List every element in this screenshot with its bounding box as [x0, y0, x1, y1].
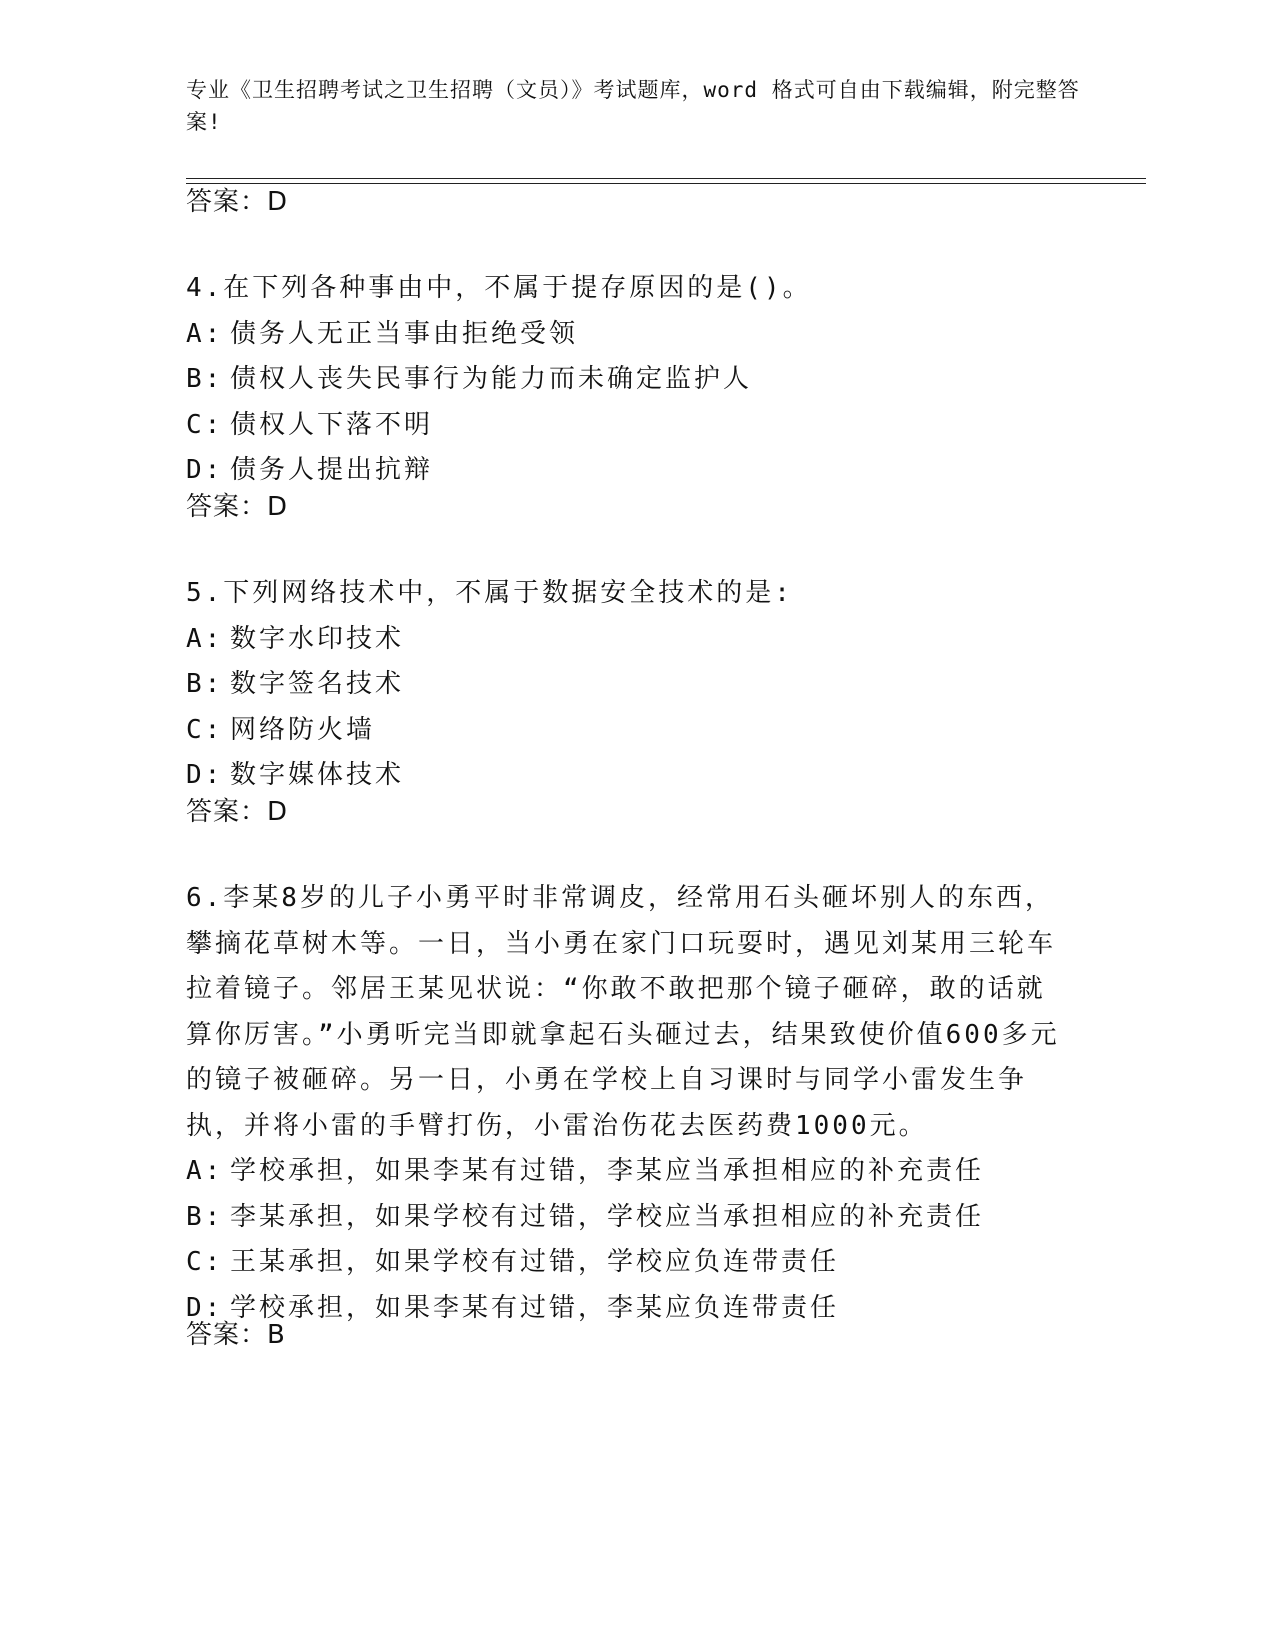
- option-text: 网络防火墙: [230, 714, 376, 745]
- option-text: 王某承担，如果学校有过错，学校应负连带责任: [230, 1247, 840, 1277]
- answer-line: 答案：D: [186, 492, 289, 522]
- answer-line: 答案：D: [186, 797, 289, 827]
- header-divider-bottom: [186, 183, 1146, 184]
- option-text: 债权人丧失民事行为能力而未确定监护人: [230, 364, 753, 394]
- option-text: 李某承担，如果学校有过错，学校应当承担相应的补充责任: [230, 1201, 985, 1232]
- option-c: [186, 708, 1066, 754]
- option-a: [186, 617, 1066, 663]
- option-c: [186, 403, 1066, 449]
- option-text: 债务人无正当事由拒绝受领: [230, 318, 579, 349]
- option-b: [186, 662, 1066, 708]
- option-letter: A:: [186, 318, 224, 349]
- option-letter: C:: [186, 409, 224, 440]
- document-header: 专业《卫生招聘考试之卫生招聘（文员）》考试题库，word 格式可自由下载编辑，附完整答案!: [186, 78, 1080, 134]
- option-d: [186, 1286, 1066, 1332]
- option-b: [186, 357, 1066, 403]
- option-letter: A:: [186, 1156, 224, 1186]
- option-letter: C:: [186, 714, 224, 745]
- answer-line: 答案：D: [186, 187, 289, 217]
- option-a: [186, 1149, 1066, 1195]
- question-block: [186, 266, 1066, 494]
- option-b: [186, 1195, 1066, 1241]
- answer-line: 答案：B: [186, 1320, 286, 1350]
- option-text: 学校承担，如果李某有过错，李某应当承担相应的补充责任: [230, 1156, 985, 1186]
- option-letter: D:: [186, 760, 224, 790]
- option-a: [186, 312, 1066, 358]
- option-letter: C:: [186, 1247, 224, 1277]
- option-text: 数字水印技术: [230, 623, 405, 654]
- option-letter: D:: [186, 1292, 224, 1323]
- option-d: [186, 448, 1066, 494]
- question-stem: 6.李某8岁的儿子小勇平时非常调皮，经常用石头砸坏别人的东西，攀摘花草树木等。一日，当小勇在家门口玩耍时，遇见刘某用三轮车拉着镜子。邻居王某见状说：“你敢不敢把那个镜子砸碎，敢的话就算你厉害。”小勇听完当即就拿起石头砸过去，结果致使价值600多元的镜子被砸碎。另一日，小勇在学校上自习课时与同学小雷发生争执，并将小雷的手臂打伤，小雷治伤花去医药费1000元。: [186, 883, 1060, 1141]
- question-stem: 5.下列网络技术中，不属于数据安全技术的是:: [186, 578, 793, 608]
- question-block: [186, 571, 1066, 799]
- option-text: 学校承担，如果李某有过错，李某应负连带责任: [230, 1292, 840, 1323]
- question-stem: 4.在下列各种事由中，不属于提存原因的是()。: [186, 273, 812, 303]
- option-letter: B:: [186, 1201, 224, 1232]
- option-letter: B:: [186, 669, 224, 699]
- option-letter: A:: [186, 623, 224, 654]
- option-text: 债权人下落不明: [230, 409, 434, 440]
- option-letter: D:: [186, 455, 224, 485]
- option-letter: B:: [186, 364, 224, 394]
- option-text: 数字签名技术: [230, 669, 405, 699]
- option-text: 数字媒体技术: [230, 760, 405, 790]
- header-divider-top: [186, 178, 1146, 179]
- option-text: 债务人提出抗辩: [230, 455, 434, 485]
- question-block: [186, 876, 1066, 1331]
- option-d: [186, 753, 1066, 799]
- option-c: [186, 1240, 1066, 1286]
